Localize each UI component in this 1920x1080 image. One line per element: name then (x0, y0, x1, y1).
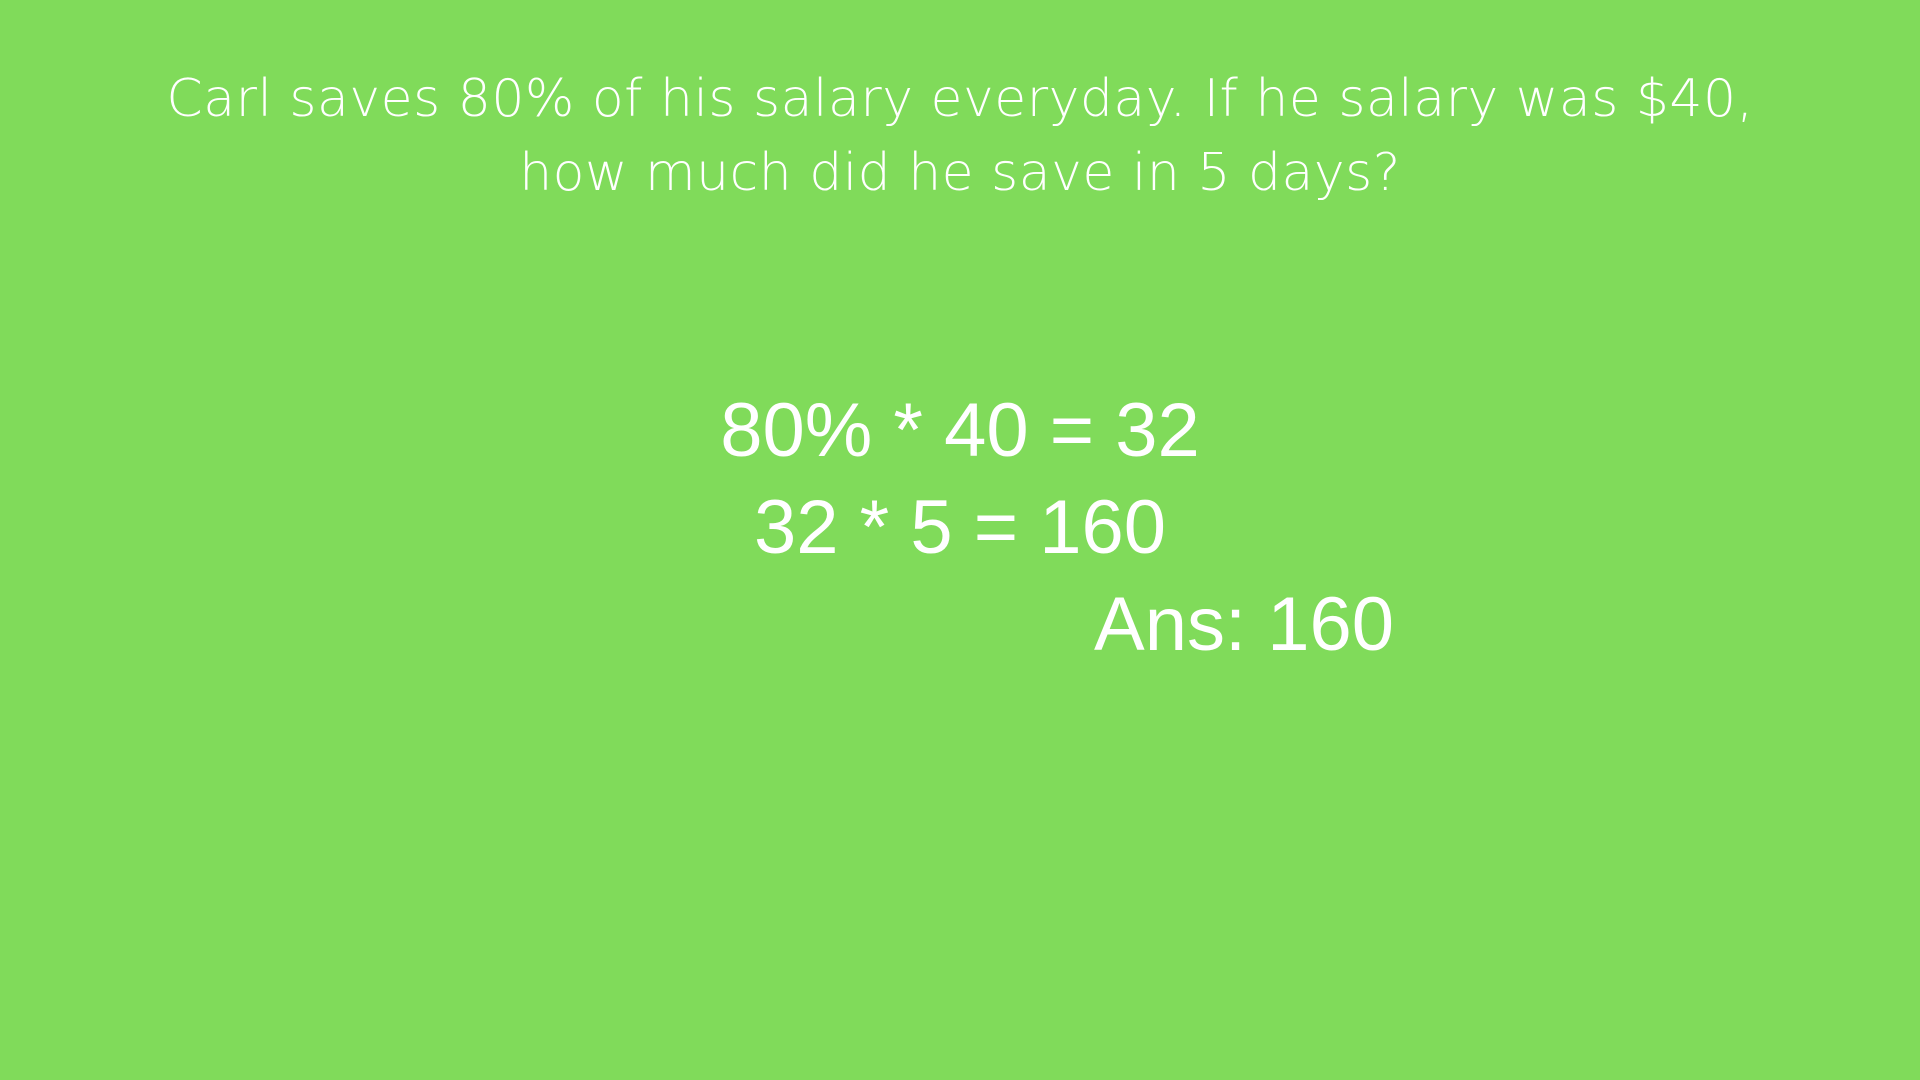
question-line-1: Carl saves 80% of his salary everyday. If he salary was $40, (166, 69, 1754, 129)
solution-step-2: 32 * 5 = 160 (753, 485, 1167, 570)
question-text (0, 62, 1920, 210)
question-line-2: how much did he save in 5 days? (519, 143, 1401, 203)
solution-step-1: 80% * 40 = 32 (720, 388, 1200, 473)
answer-text: Ans: 160 (1094, 582, 1394, 667)
